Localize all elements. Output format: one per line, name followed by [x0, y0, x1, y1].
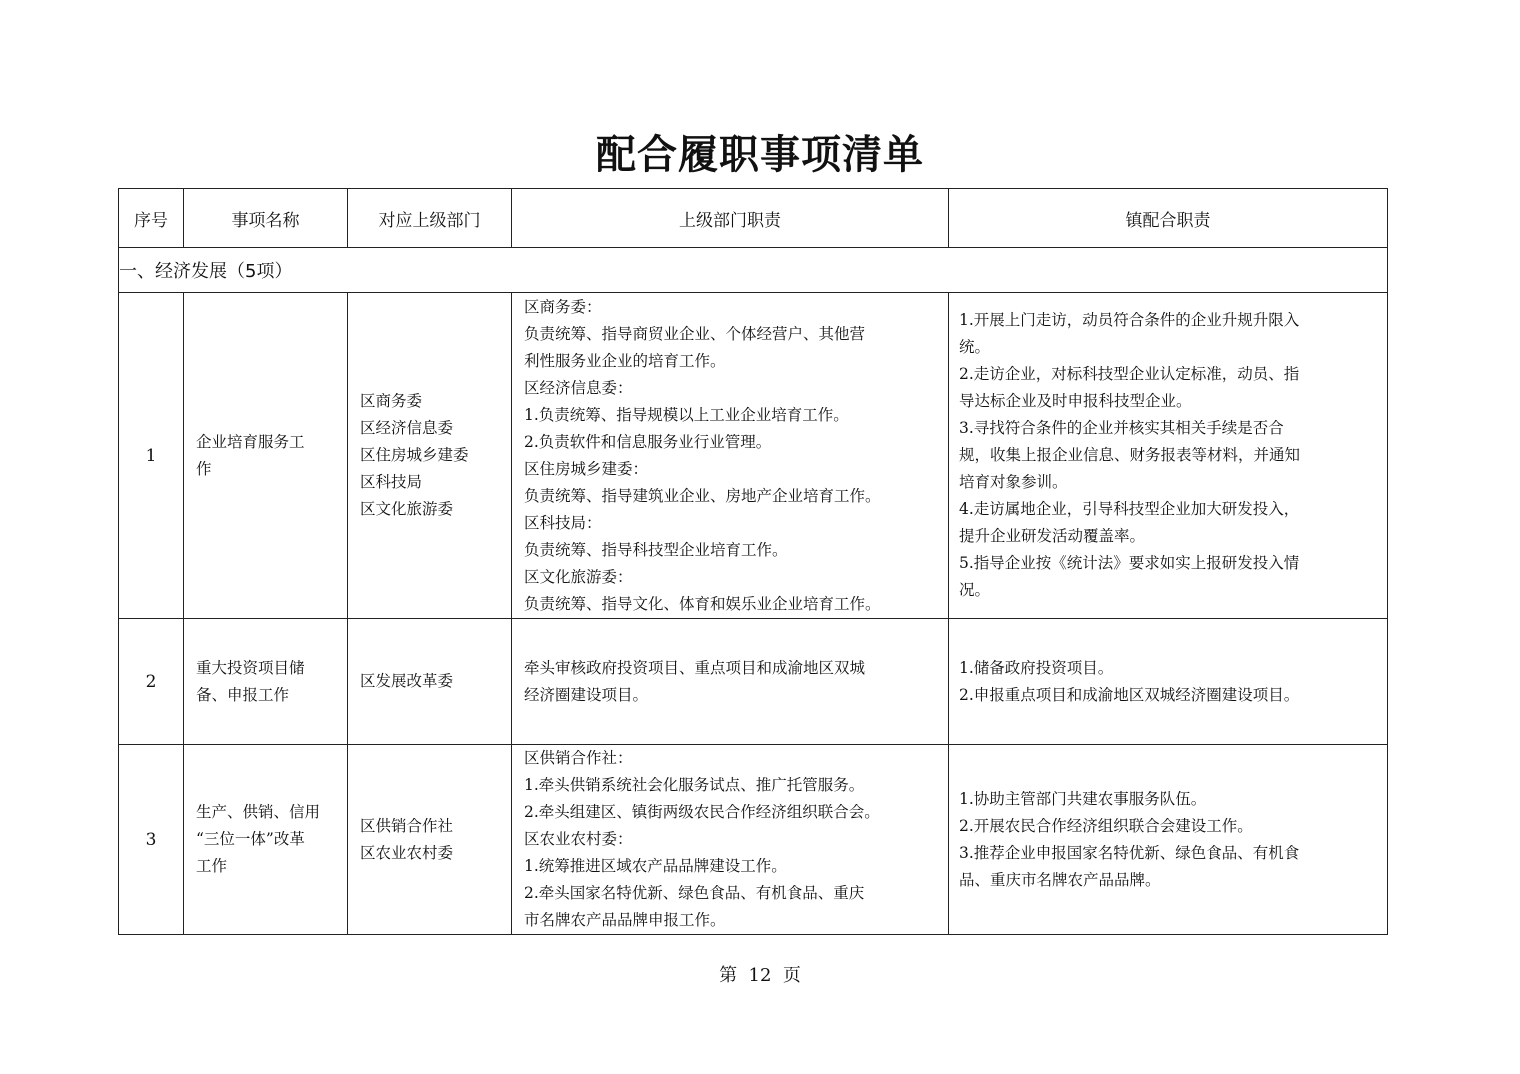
coop-line: 导达标企业及时申报科技型企业。 — [959, 392, 1192, 410]
coop-line: 3.寻找符合条件的企业并核实其相关手续是否合 — [959, 419, 1284, 437]
item-name-line: “三位一体”改革 — [196, 830, 305, 848]
dept-line: 区经济信息委 — [360, 419, 454, 437]
dept-line: 区农业农村委 — [360, 843, 454, 862]
header-superior-duty: 上级部门职责 — [512, 189, 949, 248]
coop-line: 2.开展农民合作经济组织联合会建设工作。 — [959, 816, 1253, 835]
table-row — [119, 745, 1388, 935]
superior-dept-cell — [348, 745, 512, 935]
page-number: 第 12 页 — [719, 965, 801, 986]
item-name-line: 作 — [196, 459, 212, 478]
coop-line: 2.走访企业，对标科技型企业认定标准，动员、指 — [959, 365, 1300, 383]
duty-line: 区农业农村委： — [524, 830, 633, 848]
table-row — [119, 619, 1388, 745]
duty-line: 1.负责统筹、指导规模以上工业企业培育工作。 — [524, 405, 849, 424]
coop-line: 3.推荐企业申报国家名特优新、绿色食品、有机食 — [959, 843, 1300, 862]
coop-line: 1.储备政府投资项目。 — [959, 658, 1114, 677]
duty-line: 区商务委： — [524, 297, 602, 316]
header-town-duty: 镇配合职责 — [949, 189, 1388, 248]
duty-line: 区科技局： — [524, 513, 602, 532]
coop-line: 品、重庆市名牌农产品品牌。 — [959, 870, 1161, 889]
item-name-line: 备、申报工作 — [196, 685, 290, 704]
duty-line: 1.统筹推进区域农产品品牌建设工作。 — [524, 857, 787, 875]
section-row — [119, 248, 1388, 293]
town-duty-cell — [949, 745, 1388, 935]
table-row — [119, 293, 1388, 619]
page-title: 配合履职事项清单 — [596, 131, 924, 178]
item-name-line: 生产、供销、信用 — [196, 803, 321, 821]
coop-line: 提升企业研发活动覆盖率。 — [959, 527, 1146, 545]
item-name-line: 企业培育服务工 — [196, 432, 305, 451]
item-name-cell — [184, 293, 348, 619]
coop-line: 1.协助主管部门共建农事服务队伍。 — [959, 789, 1207, 808]
town-duty-cell — [949, 293, 1388, 619]
superior-duty-cell — [512, 619, 949, 745]
duty-line: 1.牵头供销系统社会化服务试点、推广托管服务。 — [524, 776, 865, 794]
duty-line: 经济圈建设项目。 — [524, 685, 649, 704]
duty-line: 负责统筹、指导文化、体育和娱乐业企业培育工作。 — [524, 594, 881, 613]
section-title: 一、经济发展（5项） — [119, 248, 1388, 293]
coop-line: 2.申报重点项目和成渝地区双城经济圈建设项目。 — [959, 685, 1300, 704]
coop-line: 培育对象参训。 — [959, 473, 1068, 491]
row-num: 2 — [119, 619, 184, 745]
coop-line: 况。 — [959, 581, 991, 599]
duty-line: 区文化旅游委： — [524, 567, 633, 586]
dept-line: 区科技局 — [360, 473, 423, 491]
dept-line: 区商务委 — [360, 392, 423, 410]
coop-line: 1.开展上门走访，动员符合条件的企业升规升限入 — [959, 311, 1300, 329]
item-name-cell — [184, 745, 348, 935]
dept-line: 区发展改革委 — [360, 672, 454, 690]
superior-duty-cell — [512, 745, 949, 935]
dept-line: 区供销合作社 — [360, 816, 454, 835]
item-name-cell — [184, 619, 348, 745]
coop-line: 规，收集上报企业信息、财务报表等材料，并通知 — [959, 446, 1301, 464]
superior-dept-cell — [348, 619, 512, 745]
duty-line: 区供销合作社： — [524, 749, 633, 767]
duty-table — [118, 188, 1388, 935]
header-item-name: 事项名称 — [184, 189, 348, 248]
coop-line: 5.指导企业按《统计法》要求如实上报研发投入情 — [959, 554, 1300, 572]
superior-duty-cell — [512, 293, 949, 619]
table-header-row — [119, 189, 1388, 248]
duty-line: 牵头审核政府投资项目、重点项目和成渝地区双城 — [524, 658, 866, 677]
dept-line: 区住房城乡建委 — [360, 446, 469, 464]
duty-line: 市名牌农产品品牌申报工作。 — [524, 911, 726, 929]
coop-line: 统。 — [959, 338, 991, 356]
duty-line: 负责统筹、指导建筑业企业、房地产企业培育工作。 — [524, 486, 881, 505]
duty-line: 负责统筹、指导商贸业企业、个体经营户、其他营 — [524, 324, 866, 343]
duty-line: 区经济信息委： — [524, 378, 633, 397]
superior-dept-cell — [348, 293, 512, 619]
item-name-line: 工作 — [196, 857, 228, 875]
dept-line: 区文化旅游委 — [360, 500, 454, 518]
header-superior-dept: 对应上级部门 — [348, 189, 512, 248]
header-num: 序号 — [119, 189, 184, 248]
item-name-line: 重大投资项目储 — [196, 658, 305, 677]
duty-line: 利性服务业企业的培育工作。 — [524, 351, 726, 370]
duty-line: 负责统筹、指导科技型企业培育工作。 — [524, 540, 788, 559]
town-duty-cell — [949, 619, 1388, 745]
coop-line: 4.走访属地企业，引导科技型企业加大研发投入， — [959, 500, 1300, 518]
duty-line: 2.负责软件和信息服务业行业管理。 — [524, 432, 772, 451]
duty-line: 2.牵头国家名特优新、绿色食品、有机食品、重庆 — [524, 884, 865, 902]
row-num: 1 — [119, 293, 184, 619]
row-num: 3 — [119, 745, 184, 935]
duty-line: 区住房城乡建委： — [524, 459, 649, 478]
duty-line: 2.牵头组建区、镇街两级农民合作经济组织联合会。 — [524, 803, 880, 821]
